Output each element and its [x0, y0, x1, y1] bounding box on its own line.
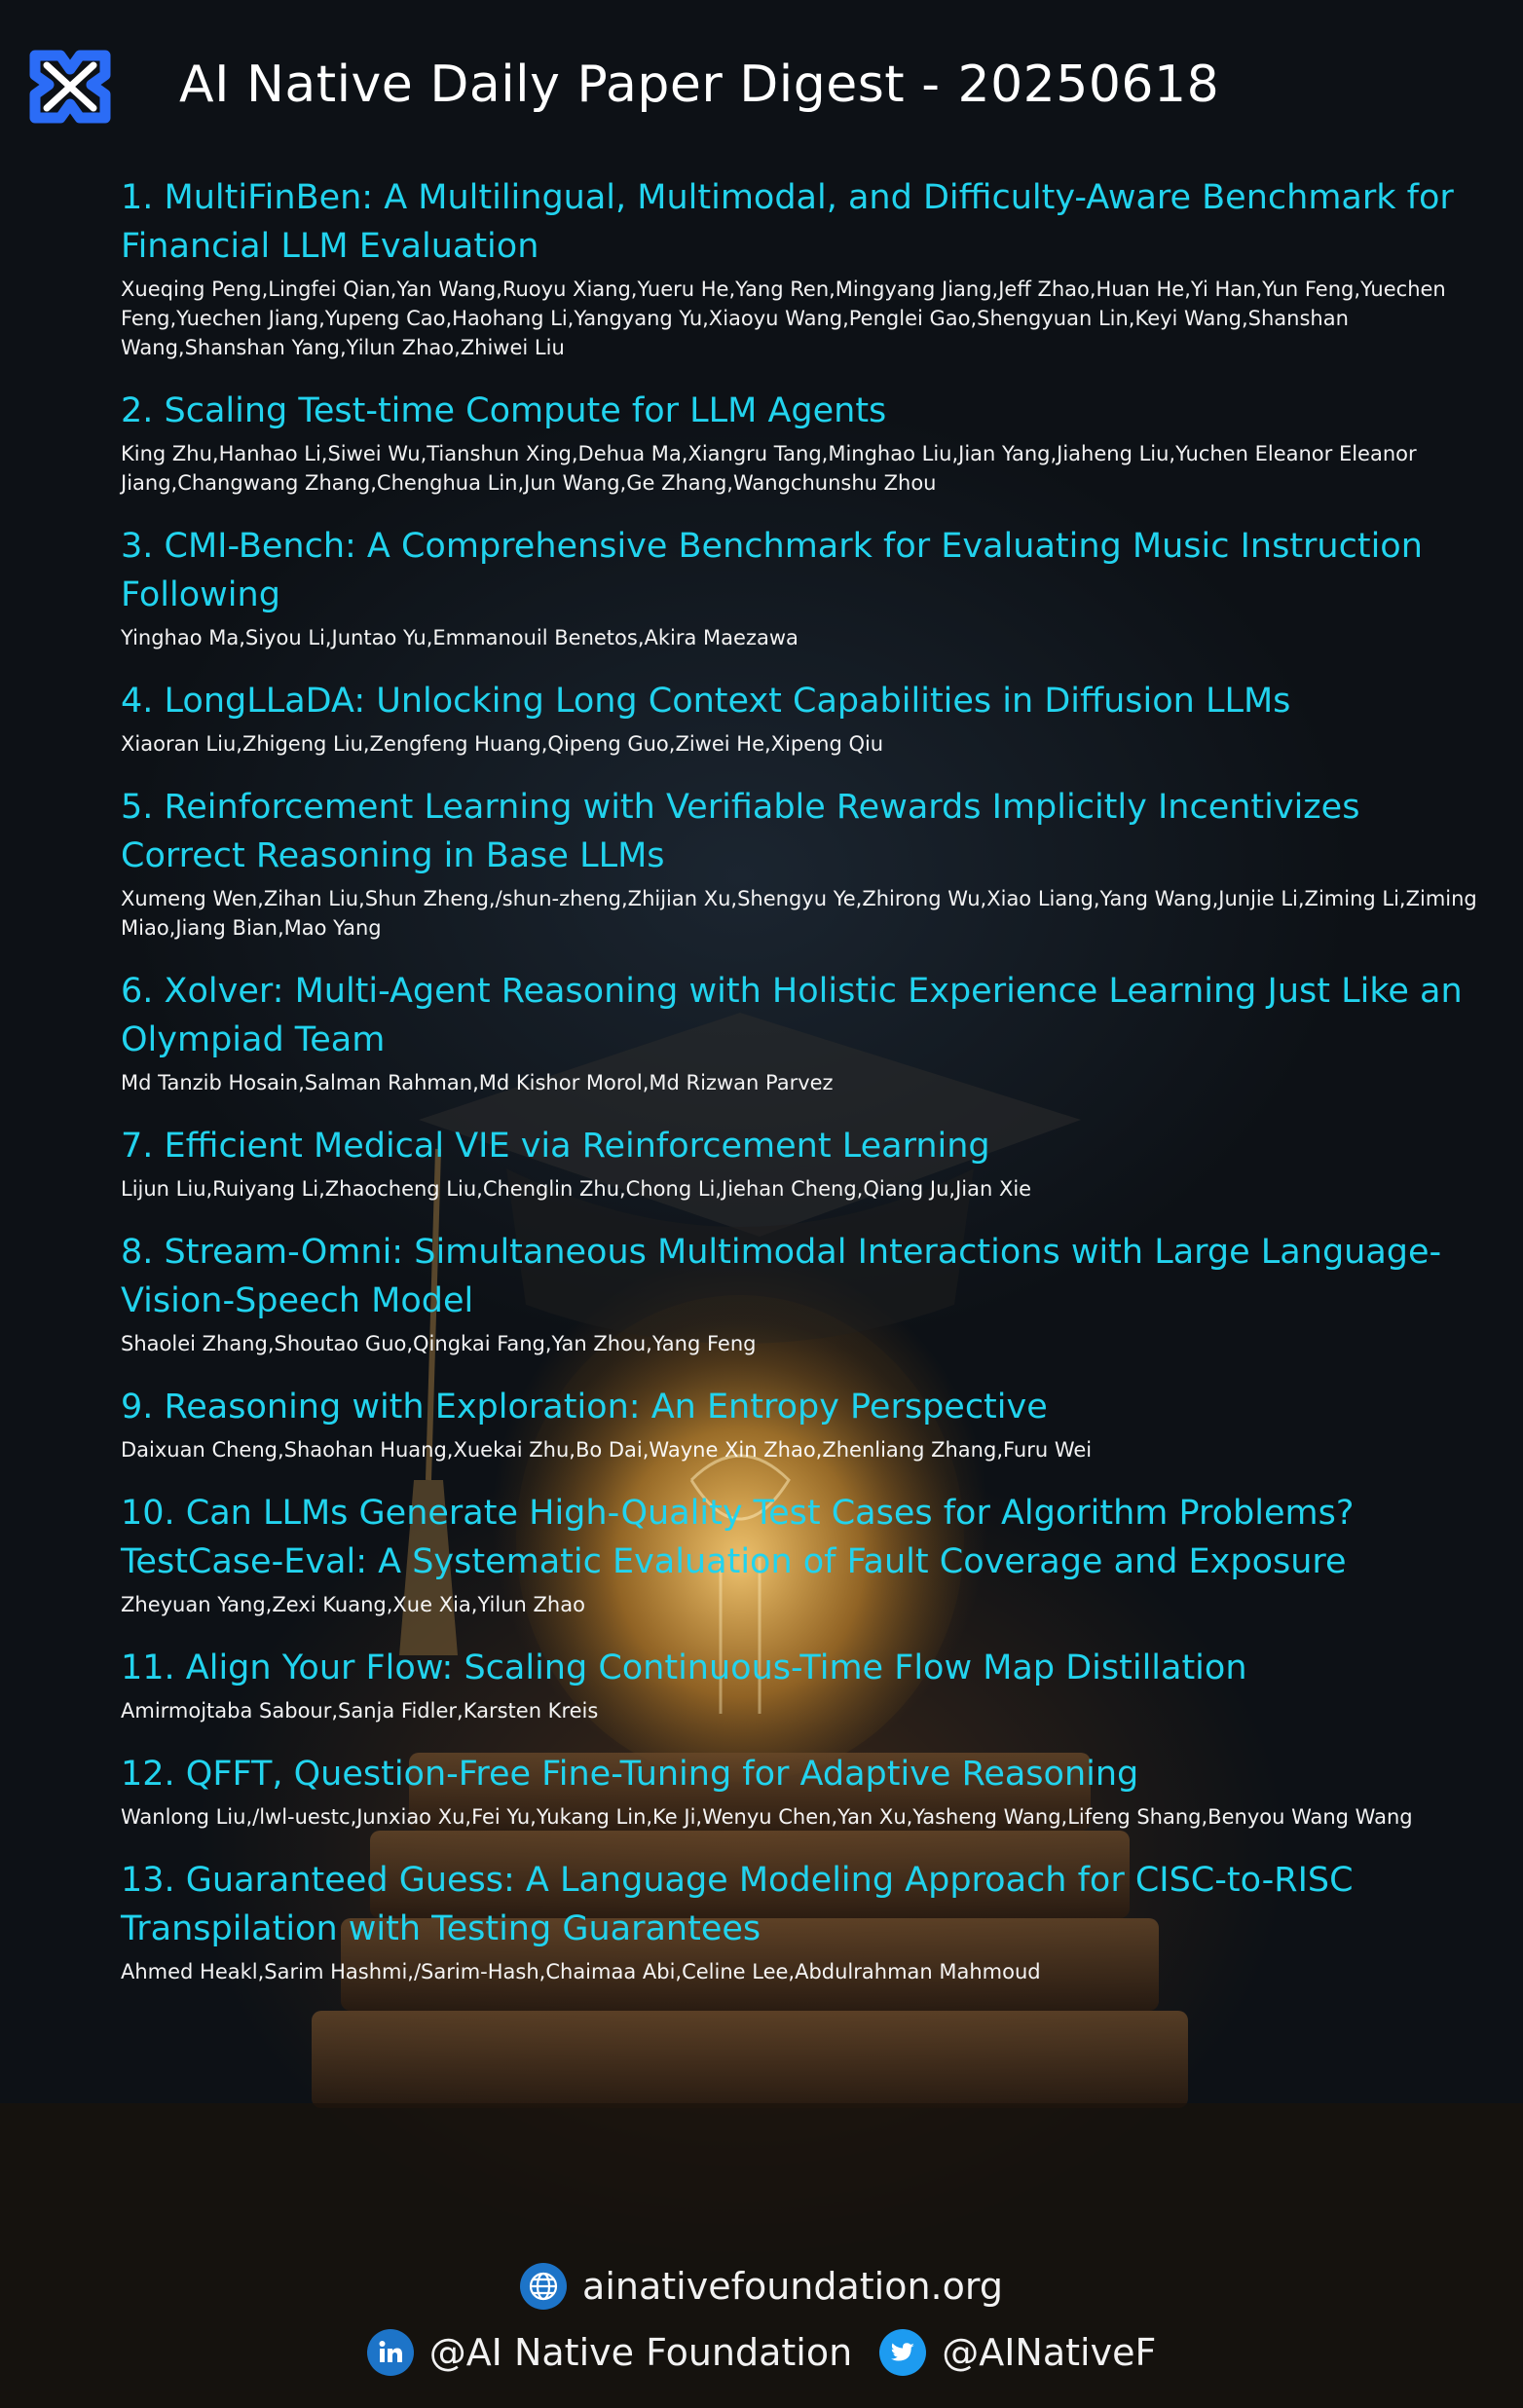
paper-item	[121, 1228, 1484, 1358]
paper-authors: Yinghao Ma,Siyou Li,Juntao Yu,Emmanouil Benetos,Akira Maezawa	[121, 626, 799, 649]
paper-item	[121, 173, 1484, 362]
paper-item	[121, 783, 1484, 943]
paper-title-link[interactable]: 9. Reasoning with Exploration: An Entropy Perspective	[121, 1388, 1048, 1426]
paper-list	[121, 173, 1484, 2011]
footer-website	[0, 2257, 1523, 2315]
paper-item	[121, 522, 1484, 652]
paper-authors: Xiaoran Liu,Zhigeng Liu,Zengfeng Huang,Qipeng Guo,Ziwei He,Xipeng Qiu	[121, 732, 884, 756]
paper-title-link[interactable]: 11. Align Your Flow: Scaling Continuous-Time Flow Map Distillation	[121, 1649, 1247, 1687]
paper-authors: Shaolei Zhang,Shoutao Guo,Qingkai Fang,Yan Zhou,Yang Feng	[121, 1332, 757, 1355]
paper-authors: Xumeng Wen,Zihan Liu,Shun Zheng,/shun-zheng,Zhijian Xu,Shengyu Ye,Zhirong Wu,Xiao Liang,Yang Wang,Junjie Li,Ziming Li,Ziming Miao,Jiang Bian,Mao Yang	[121, 887, 1477, 940]
paper-authors: Md Tanzib Hosain,Salman Rahman,Md Kishor Morol,Md Rizwan Parvez	[121, 1071, 834, 1094]
digest-date: 20250618	[957, 56, 1220, 114]
paper-item	[121, 1750, 1484, 1832]
paper-authors: King Zhu,Hanhao Li,Siwei Wu,Tianshun Xing,Dehua Ma,Xiangru Tang,Minghao Liu,Jian Yang,Jiaheng Liu,Yuchen Eleanor Eleanor Jiang,Changwang Zhang,Chenghua Lin,Jun Wang,Ge Zhang,Wangchunshu Zhou	[121, 442, 1417, 495]
paper-title-link[interactable]: 5. Reinforcement Learning with Verifiable Rewards Implicitly Incentivizes Correct Reasoning in Base LLMs	[121, 788, 1360, 875]
paper-item	[121, 1383, 1484, 1464]
paper-title-link[interactable]: 13. Guaranteed Guess: A Language Modeling Approach for CISC-to-RISC Transpilation with Testing Guarantees	[121, 1861, 1354, 1948]
paper-item	[121, 1122, 1484, 1204]
paper-item	[121, 1856, 1484, 1986]
paper-title-link[interactable]: 2. Scaling Test-time Compute for LLM Agents	[121, 391, 887, 430]
paper-title-link[interactable]: 10. Can LLMs Generate High-Quality Test Cases for Algorithm Problems? TestCase-Eval: A Systematic Evaluation of Fault Coverage and Exposure	[121, 1494, 1355, 1581]
ai-native-logo-icon	[21, 36, 119, 133]
paper-item	[121, 967, 1484, 1097]
paper-item	[121, 1489, 1484, 1619]
page-title-text: AI Native Daily Paper Digest -	[179, 56, 941, 114]
header	[21, 31, 1219, 138]
paper-title-link[interactable]: 1. MultiFinBen: A Multilingual, Multimodal, and Difficulty-Aware Benchmark for Financial LLM Evaluation	[121, 178, 1454, 266]
linkedin-icon	[367, 2329, 414, 2376]
paper-title-link[interactable]: 4. LongLLaDA: Unlocking Long Context Capabilities in Diffusion LLMs	[121, 682, 1291, 721]
paper-title-link[interactable]: 3. CMI-Bench: A Comprehensive Benchmark for Evaluating Music Instruction Following	[121, 527, 1423, 614]
paper-authors: Zheyuan Yang,Zexi Kuang,Xue Xia,Yilun Zhao	[121, 1593, 585, 1616]
footer-social	[0, 2323, 1523, 2382]
paper-authors: Ahmed Heakl,Sarim Hashmi,/Sarim-Hash,Chaimaa Abi,Celine Lee,Abdulrahman Mahmoud	[121, 1960, 1041, 1983]
paper-item	[121, 1644, 1484, 1725]
paper-title-link[interactable]: 12. QFFT, Question-Free Fine-Tuning for Adaptive Reasoning	[121, 1755, 1139, 1794]
linkedin-link[interactable]: @AI Native Foundation	[428, 2331, 853, 2374]
page-title	[179, 56, 1219, 114]
paper-authors: Wanlong Liu,/lwl-uestc,Junxiao Xu,Fei Yu,Yukang Lin,Ke Ji,Wenyu Chen,Yan Xu,Yasheng Wang,Lifeng Shang,Benyou Wang Wang	[121, 1805, 1413, 1829]
twitter-icon	[879, 2329, 926, 2376]
paper-title-link[interactable]: 7. Efficient Medical VIE via Reinforcement Learning	[121, 1127, 990, 1166]
paper-authors: Lijun Liu,Ruiyang Li,Zhaocheng Liu,Chenglin Zhu,Chong Li,Jiehan Cheng,Qiang Ju,Jian Xie	[121, 1177, 1032, 1201]
website-link[interactable]: ainativefoundation.org	[582, 2265, 1003, 2308]
paper-item	[121, 677, 1484, 759]
paper-authors: Daixuan Cheng,Shaohan Huang,Xuekai Zhu,Bo Dai,Wayne Xin Zhao,Zhenliang Zhang,Furu Wei	[121, 1438, 1093, 1462]
twitter-link[interactable]: @AINativeF	[942, 2331, 1157, 2374]
paper-title-link[interactable]: 6. Xolver: Multi-Agent Reasoning with Holistic Experience Learning Just Like an Olympiad Team	[121, 972, 1463, 1059]
paper-item	[121, 387, 1484, 498]
paper-authors: Xueqing Peng,Lingfei Qian,Yan Wang,Ruoyu Xiang,Yueru He,Yang Ren,Mingyang Jiang,Jeff Zhao,Huan He,Yi Han,Yun Feng,Yuechen Feng,Yuechen Jiang,Yupeng Cao,Haohang Li,Yangyang Yu,Xiaoyu Wang,Penglei Gao,Shengyuan Lin,Keyi Wang,Shanshan Wang,Shanshan Yang,Yilun Zhao,Zhiwei Liu	[121, 278, 1446, 359]
paper-authors: Amirmojtaba Sabour,Sanja Fidler,Karsten Kreis	[121, 1699, 599, 1723]
globe-icon	[520, 2263, 567, 2310]
paper-title-link[interactable]: 8. Stream-Omni: Simultaneous Multimodal Interactions with Large Language-Vision-Speech Model	[121, 1233, 1442, 1320]
